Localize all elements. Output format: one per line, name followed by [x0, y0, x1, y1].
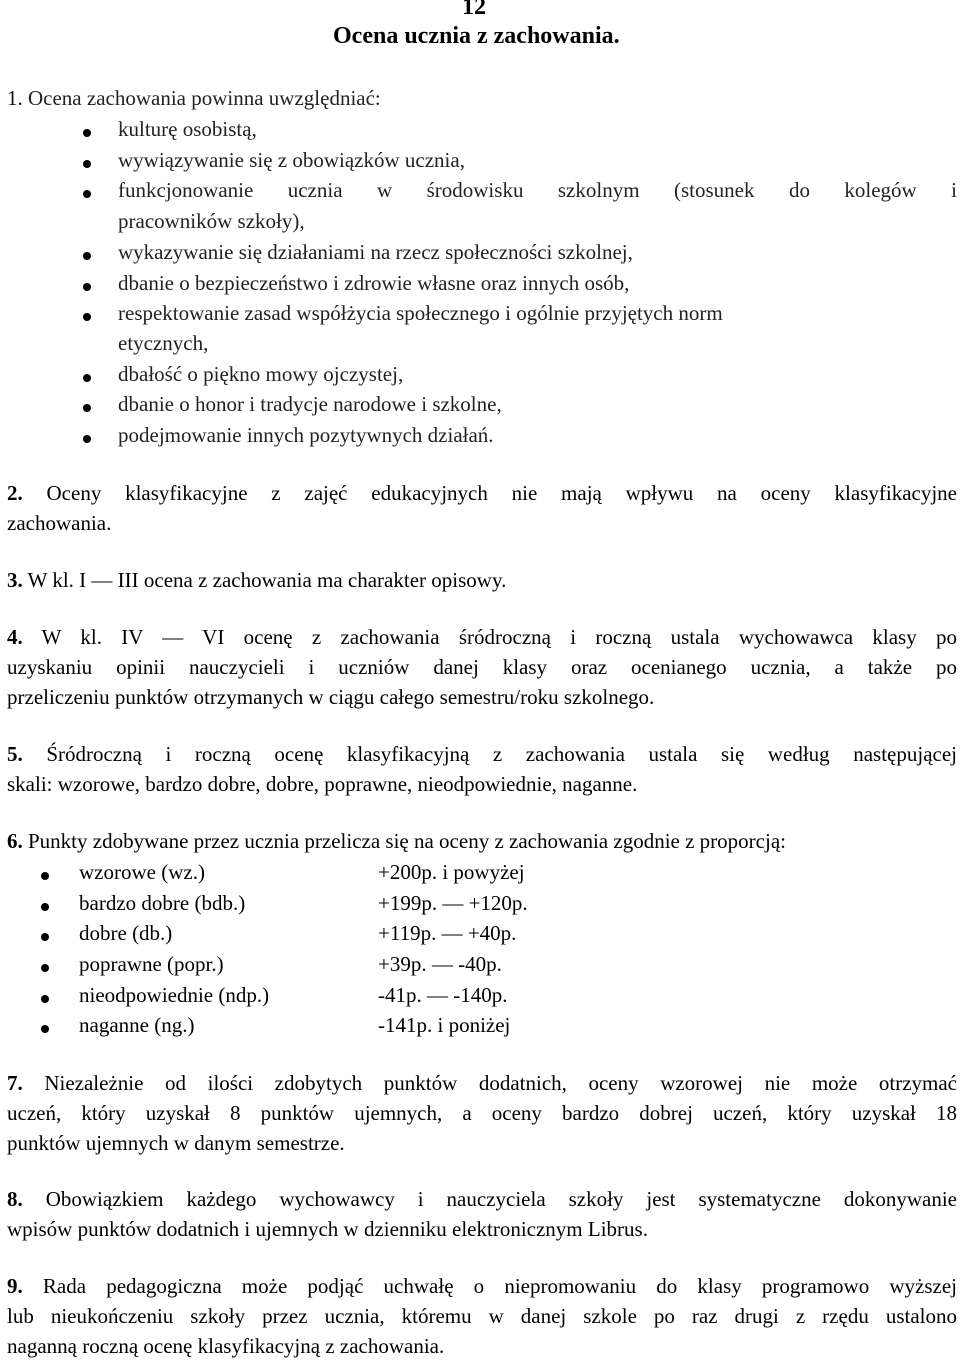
section-3: [7, 568, 506, 593]
grade-points: +39p. — -40p.: [378, 952, 502, 976]
bullet-icon: [83, 129, 91, 137]
section-1-intro-text: Ocena zachowania powinna uwzględniać:: [28, 86, 381, 110]
list-item: dbanie o honor i tradycje narodowe i szkolne,: [118, 392, 502, 416]
section-7-line-2: uczeń, który uzyskał 8 punktów ujemnych, a oceny bardzo dobrej uczeń, który uzyskał 18: [7, 1101, 957, 1125]
bullet-icon: [41, 933, 49, 941]
section-5-number: 5.: [7, 742, 23, 766]
grade-name: wzorowe (wz.): [79, 860, 205, 884]
section-1-number: 1.: [7, 86, 23, 110]
page-number: 12: [462, 0, 486, 20]
section-9-line-2: lub nieukończeniu szkoły przez ucznia, któremu w danej szkole po raz drugi z rzędu ustalono: [7, 1304, 957, 1328]
bullet-icon: [83, 313, 91, 321]
bullet-icon: [41, 903, 49, 911]
bullet-icon: [83, 160, 91, 168]
section-9-text: Rada pedagogiczna może podjąć uchwałę o niepromowaniu do klasy programowo wyższej: [42, 1274, 958, 1298]
section-4-line-1: [7, 625, 957, 650]
section-2-text: Oceny klasyfikacyjne z zajęć edukacyjnych nie mają wpływu na oceny klasyfikacyjne: [46, 481, 957, 505]
section-7-line-3: punktów ujemnych w danym semestrze.: [7, 1131, 345, 1155]
section-4-line-3: przeliczeniu punktów otrzymanych w ciągu całego semestru/roku szkolnego.: [7, 685, 655, 709]
section-3-number: 3.: [7, 568, 23, 592]
bullet-icon: [41, 872, 49, 880]
list-item: wywiązywanie się z obowiązków ucznia,: [118, 148, 465, 172]
section-6-text: Punkty zdobywane przez ucznia przelicza się na oceny z zachowania zgodnie z proporcją:: [28, 829, 786, 853]
bullet-icon: [83, 283, 91, 291]
section-8-line-1: [7, 1187, 957, 1212]
section-1-intro: [7, 86, 381, 111]
section-9-number: 9.: [7, 1274, 23, 1298]
section-3-text: W kl. I — III ocena z zachowania ma charakter opisowy.: [27, 568, 507, 592]
list-item: wykazywanie się działaniami na rzecz społeczności szkolnej,: [118, 240, 633, 264]
list-item: respektowanie zasad współżycia społecznego i ogólnie przyjętych norm: [118, 301, 723, 325]
list-item: funkcjonowanie ucznia w środowisku szkolnym (stosunek do kolegów i: [118, 178, 957, 202]
grade-points: -141p. i poniżej: [378, 1013, 511, 1037]
list-item: dbałość o piękno mowy ojczystej,: [118, 362, 404, 386]
list-item: kulturę osobistą,: [118, 117, 257, 141]
section-4-number: 4.: [7, 625, 23, 649]
grade-points: +199p. — +120p.: [378, 891, 528, 915]
section-4-text: W kl. IV — VI ocenę z zachowania śródroczną i roczną ustala wychowawca klasy po: [41, 625, 957, 649]
bullet-icon: [83, 252, 91, 260]
grade-name: poprawne (popr.): [79, 952, 224, 976]
section-2-number: 2.: [7, 481, 23, 505]
section-4-line-2: uzyskaniu opinii nauczycieli i uczniów danej klasy oraz ocenianego ucznia, a także po: [7, 655, 957, 679]
section-7-number: 7.: [7, 1071, 23, 1095]
grade-name: bardzo dobre (bdb.): [79, 891, 246, 915]
section-2-line-1: [7, 481, 957, 506]
bullet-icon: [83, 374, 91, 382]
section-7-line-1: [7, 1071, 957, 1096]
bullet-icon: [41, 964, 49, 972]
section-8-text: Obowiązkiem każdego wychowawcy i nauczyciela szkoły jest systematyczne dokonywanie: [45, 1187, 958, 1211]
section-7-text: Niezależnie od ilości zdobytych punktów dodatnich, oceny wzorowej nie może otrzymać: [44, 1071, 958, 1095]
grade-name: dobre (db.): [79, 921, 173, 945]
bullet-icon: [83, 190, 91, 198]
section-8-line-2: wpisów punktów dodatnich i ujemnych w dzienniku elektronicznym Librus.: [7, 1217, 648, 1241]
bullet-icon: [41, 995, 49, 1003]
list-item: dbanie o bezpieczeństwo i zdrowie własne oraz innych osób,: [118, 271, 630, 295]
grade-points: +119p. — +40p.: [378, 921, 517, 945]
section-6-number: 6.: [7, 829, 23, 853]
bullet-icon: [41, 1025, 49, 1033]
section-8-number: 8.: [7, 1187, 23, 1211]
bullet-icon: [83, 404, 91, 412]
grade-points: -41p. — -140p.: [378, 983, 508, 1007]
list-item-continuation: etycznych,: [118, 331, 209, 355]
bullet-icon: [83, 435, 91, 443]
list-item: podejmowanie innych pozytywnych działań.: [118, 423, 494, 447]
grade-points: +200p. i powyżej: [378, 860, 525, 884]
page-title: Ocena ucznia z zachowania.: [333, 23, 620, 49]
section-5-line-2: skali: wzorowe, bardzo dobre, dobre, poprawne, nieodpowiednie, naganne.: [7, 772, 638, 796]
grade-name: naganne (ng.): [79, 1013, 195, 1037]
section-6-intro: [7, 829, 786, 854]
grade-name: nieodpowiednie (ndp.): [79, 983, 270, 1007]
section-9-line-3: naganną roczną ocenę klasyfikacyjną z zachowania.: [7, 1334, 445, 1358]
section-5-line-1: [7, 742, 957, 767]
section-9-line-1: [7, 1274, 957, 1299]
section-5-text: Śródroczną i roczną ocenę klasyfikacyjną z zachowania ustala się według następującej: [46, 742, 958, 766]
section-2-line-2: zachowania.: [7, 511, 112, 535]
list-item-continuation: pracowników szkoły),: [118, 209, 305, 233]
